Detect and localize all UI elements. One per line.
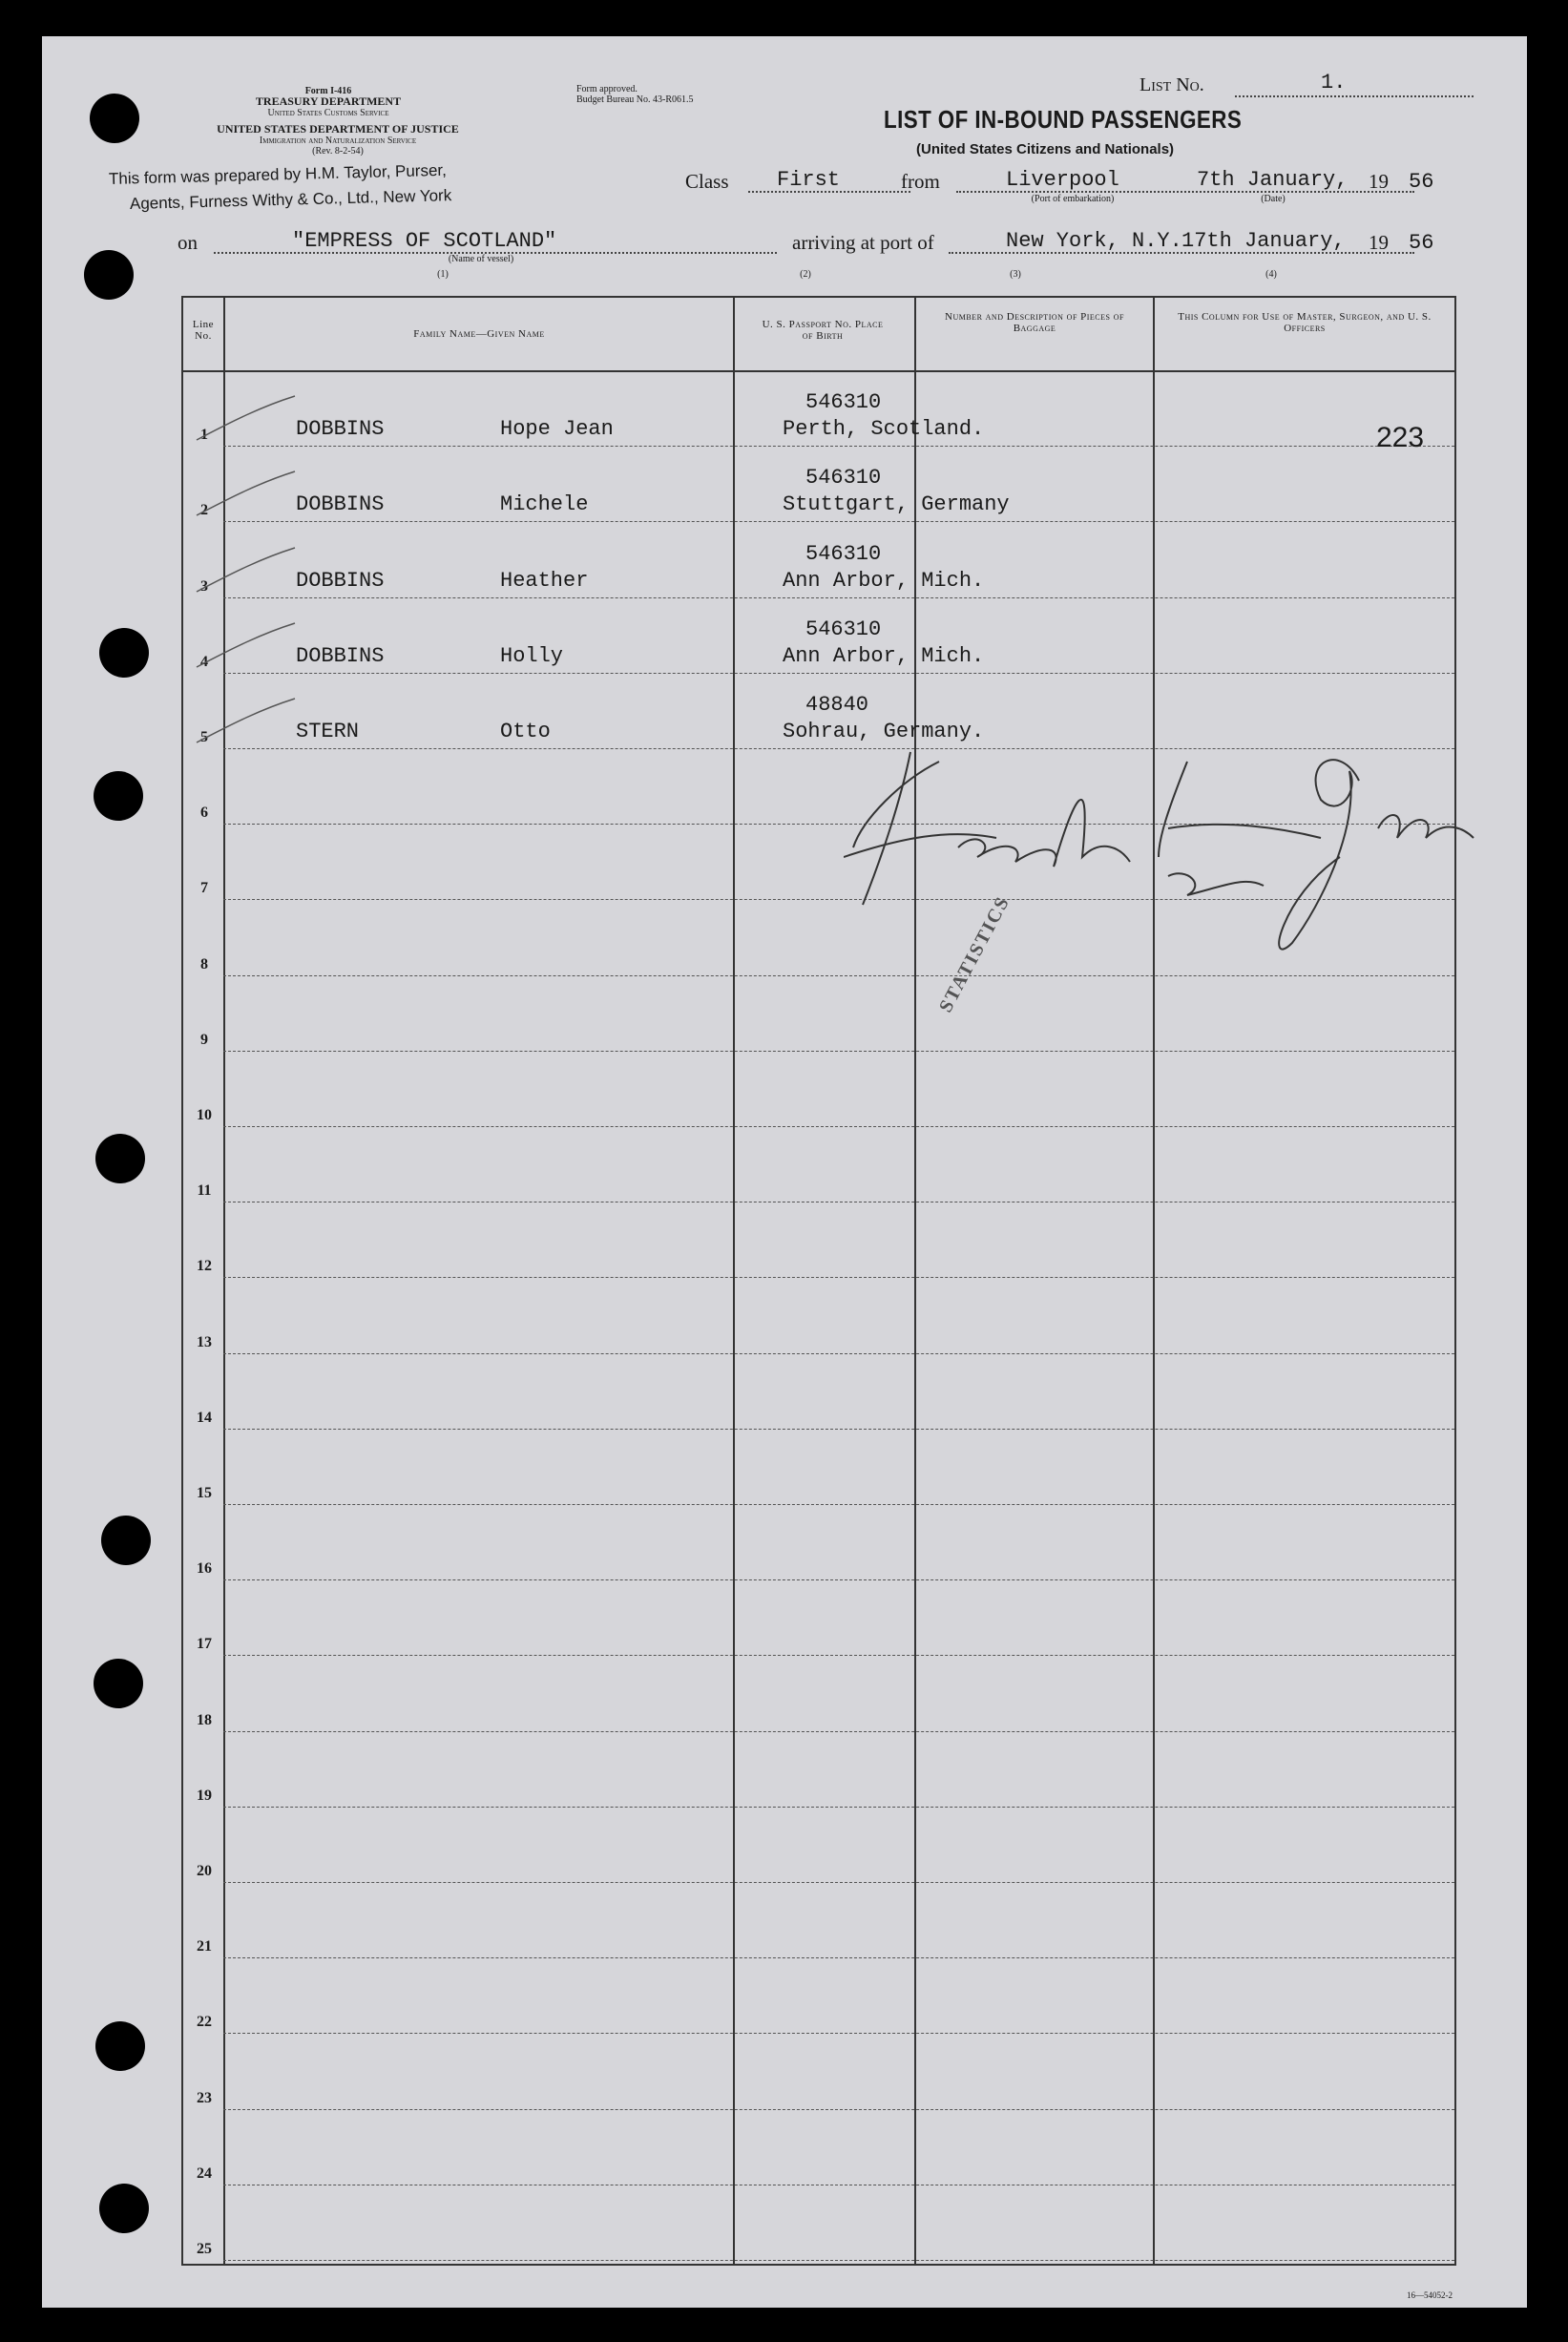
row-number: 25 [197, 2241, 212, 2257]
col-marker: (3) [1010, 269, 1021, 280]
header-passport: U. S. Passport No. Place of Birth [762, 319, 884, 342]
row-number: 24 [197, 2164, 212, 2182]
table-row-rule [223, 1579, 1454, 1580]
table-row-rule [223, 1882, 1454, 1883]
arrival-port: New York, N.Y. [1006, 229, 1182, 253]
table-row-rule [223, 1957, 1454, 1958]
table-row-rule [223, 1429, 1454, 1430]
row-number: 15 [197, 1485, 212, 1501]
place-of-birth: Ann Arbor, Mich. [783, 568, 985, 593]
punch-hole [94, 1659, 143, 1708]
table-row-rule [223, 597, 1454, 598]
handwritten-signature [844, 723, 1493, 972]
table-row-rule [223, 1126, 1454, 1127]
row-number: 23 [197, 2089, 212, 2106]
justice-dept: UNITED STATES DEPARTMENT OF JUSTICE [217, 122, 459, 136]
table-row-rule [223, 2033, 1454, 2034]
table-row-rule [223, 1731, 1454, 1732]
row-number: 21 [197, 1938, 212, 1955]
port-caption: (Port of embarkation) [1031, 194, 1115, 204]
year2-prefix: 19 [1369, 231, 1389, 254]
table-row-rule [223, 521, 1454, 522]
row-number: 2 [200, 502, 208, 519]
family-name: DOBBINS [296, 492, 385, 517]
col-marker: (2) [800, 269, 811, 280]
place-of-birth: Perth, Scotland. [783, 417, 985, 442]
from-label: from [901, 170, 940, 193]
row-number: 7 [200, 880, 208, 897]
row-number: 14 [197, 1409, 212, 1426]
budget-bureau: Budget Bureau No. 43-R061.5 [576, 94, 694, 105]
vessel-name: "EMPRESS OF SCOTLAND" [292, 229, 557, 253]
passenger-table [181, 296, 1456, 2266]
passport-number: 546310 [805, 617, 882, 641]
form-approved: Form approved. [576, 84, 638, 94]
class-label: Class [685, 170, 729, 193]
table-row-rule [223, 1353, 1454, 1354]
table-row-rule [223, 446, 1454, 447]
row-number: 17 [197, 1636, 212, 1653]
table-row-rule [223, 1807, 1454, 1808]
check-mark [195, 695, 300, 752]
year-prefix: 19 [1369, 170, 1389, 193]
page-subtitle: (United States Citizens and Nationals) [916, 141, 1175, 157]
table-row-rule [223, 1277, 1454, 1278]
given-name: Holly [500, 643, 564, 668]
passport-number: 48840 [805, 693, 869, 717]
place-of-birth: Stuttgart, Germany [783, 492, 1010, 517]
given-name: Heather [500, 568, 589, 593]
table-row-rule [223, 1655, 1454, 1656]
table-row-rule [223, 2109, 1454, 2110]
header-officers: This Column for Use of Master, Surgeon, and U. S. Officers [1178, 311, 1432, 334]
from-port: Liverpool [1006, 168, 1119, 192]
row-number: 19 [197, 1787, 212, 1804]
family-name: STERN [296, 720, 360, 743]
year: 56 [1409, 170, 1434, 194]
check-mark [195, 544, 300, 601]
row-number: 22 [197, 2014, 212, 2031]
form-number: Form I-416 [304, 86, 352, 96]
ins-service: Immigration and Naturalization Service [259, 136, 417, 146]
row-number: 11 [197, 1182, 212, 1200]
row-number: 8 [200, 955, 208, 972]
officer-note: 223 [1376, 422, 1425, 453]
family-name: DOBBINS [296, 568, 385, 593]
row-number: 18 [197, 1711, 212, 1728]
revision: (Rev. 8-2-54) [312, 146, 364, 157]
class-value: First [777, 168, 841, 192]
arrival-date: 17th January, [1181, 229, 1346, 253]
row-number: 10 [197, 1107, 212, 1123]
vessel-caption: (Name of vessel) [448, 254, 514, 264]
table-row-rule [223, 673, 1454, 674]
list-number: 1. [1321, 71, 1347, 94]
passport-number: 546310 [805, 541, 882, 566]
row-number: 12 [197, 1258, 212, 1275]
family-name: DOBBINS [296, 643, 385, 668]
prepared-by-line1: This form was prepared by H.M. Taylor, Purser, [108, 160, 448, 188]
punch-hole [84, 250, 134, 300]
punch-hole [101, 1516, 151, 1565]
customs-service: United States Customs Service [267, 108, 389, 118]
on-label: on [178, 231, 198, 254]
punch-hole [99, 2184, 149, 2233]
row-number: 4 [200, 653, 208, 670]
place-of-birth: Ann Arbor, Mich. [783, 643, 985, 668]
footer-code: 16—54052-2 [1407, 2290, 1453, 2300]
date-caption: (Date) [1261, 194, 1286, 204]
list-no-label: List No. [1139, 74, 1204, 95]
statistics-stamp: STATISTICS [934, 892, 1014, 1016]
year2: 56 [1409, 231, 1434, 255]
form-page [42, 36, 1527, 2308]
row-number: 3 [200, 577, 208, 595]
given-name: Michele [500, 492, 589, 517]
row-number: 16 [197, 1560, 212, 1578]
page-title: LIST OF IN-BOUND PASSENGERS [884, 105, 1243, 134]
header-line-no: Line No. [192, 319, 215, 342]
row-number: 9 [200, 1031, 208, 1048]
check-mark [195, 468, 300, 525]
arriving-label: arriving at port of [792, 231, 934, 254]
treasury-dept: TREASURY DEPARTMENT [255, 94, 402, 108]
punch-hole [99, 628, 149, 678]
punch-hole [90, 94, 139, 143]
punch-hole [94, 771, 143, 821]
row-number: 5 [200, 729, 208, 745]
col-marker: (4) [1265, 269, 1277, 280]
row-number: 13 [197, 1333, 212, 1350]
check-mark [195, 392, 300, 450]
family-name: DOBBINS [296, 417, 385, 442]
check-mark [195, 619, 300, 677]
given-name: Otto [500, 720, 551, 743]
table-row-rule [223, 1051, 1454, 1052]
place-of-birth: Sohrau, Germany. [783, 720, 985, 743]
passport-number: 546310 [805, 390, 882, 415]
header-name: Family Name—Given Name [413, 328, 545, 340]
row-number: 1 [200, 427, 208, 444]
punch-hole [95, 1134, 145, 1183]
table-row-rule [223, 1504, 1454, 1505]
punch-hole [95, 2021, 145, 2071]
embark-date: 7th January, [1197, 168, 1348, 192]
row-number: 20 [197, 1863, 212, 1879]
table-row-rule [223, 975, 1454, 976]
passport-number: 546310 [805, 466, 882, 491]
header-baggage: Number and Description of Pieces of Baggage [945, 311, 1124, 334]
table-row-rule [223, 2260, 1454, 2261]
col-marker: (1) [437, 269, 449, 280]
row-number: 6 [200, 805, 208, 822]
prepared-by-line2: Agents, Furness Withy & Co., Ltd., New York [129, 186, 452, 213]
given-name: Hope Jean [500, 417, 614, 442]
